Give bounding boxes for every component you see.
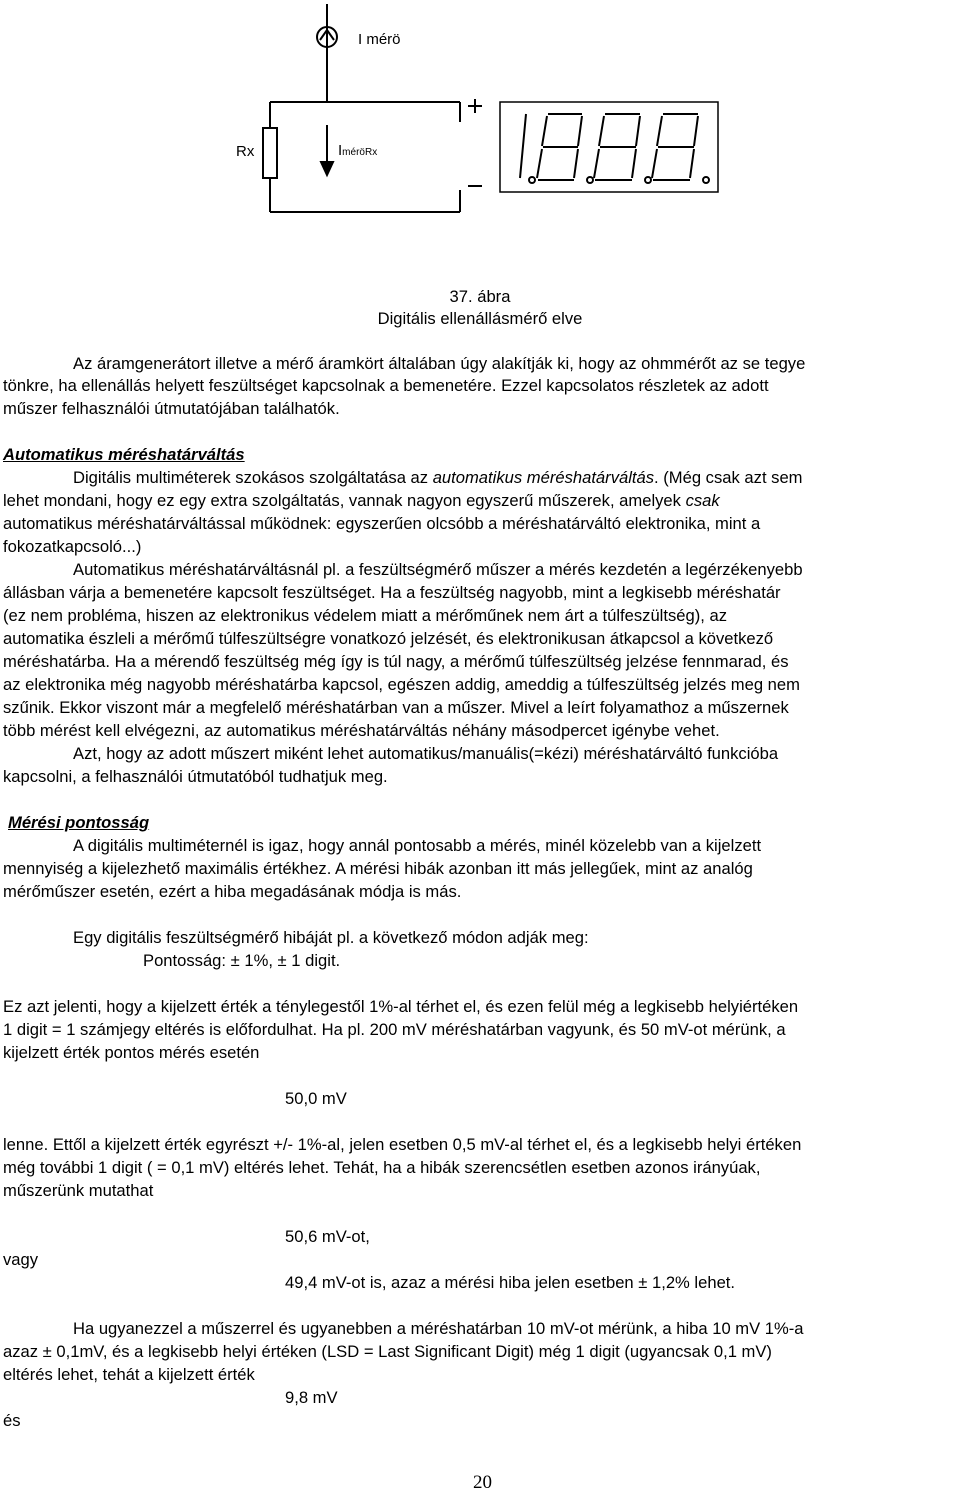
section1-line: Azt, hogy az adott műszert miként lehet automatikus/manuális(=kézi) méréshatárváltó funkcióba (73, 744, 779, 763)
section1-line: Automatikus méréshatárváltásnál pl. a feszültségmérő műszer a mérés kezdetén a legérzékenyebb (73, 560, 803, 579)
value-50-6: 50,6 mV-ot, (285, 1227, 370, 1246)
page-number: 20 (473, 1472, 492, 1493)
value-9-8: 9,8 mV (285, 1388, 338, 1407)
example-intro: Egy digitális feszültségmérő hibáját pl. a következő módon adják meg: (73, 928, 589, 947)
para2-line: 1 digit = 1 számjegy eltérés is előfordulhat. Ha pl. 200 mV méréshatárban vagyunk, és 50 mV-ot mérünk, a (3, 1020, 786, 1039)
para4-line: Ha ugyanezzel a műszerrel és ugyanebben a méréshatárban 10 mV-ot mérünk, a hiba 10 mV 1%-a (73, 1319, 804, 1338)
section1-line: fokozatkapcsoló...) (3, 537, 142, 556)
section-heading-autorange: Automatikus méréshatárváltás (3, 445, 245, 464)
rx-label: Rx (236, 143, 255, 160)
section2-line: mérőműszer esetén, ezért a hiba megadásának módja is más. (3, 882, 462, 901)
section1-line: szűnik. Ekkor viszont már a megfelelő méréshatárban van a műszer. Mivel a leírt folyamathoz a műszernek (3, 698, 789, 717)
figure-title: Digitális ellenállásmérő elve (377, 309, 583, 328)
accuracy-spec: Pontosság: ± 1%, ± 1 digit. (143, 951, 341, 970)
figure-number: 37. ábra (449, 287, 511, 306)
section1-line: automatikus méréshatárváltással működnek: egyszerűen olcsóbb a méréshatárváltó elektronika, mint a (3, 514, 761, 533)
para4-line: eltérés lehet, tehát a kijelzett érték (3, 1365, 255, 1384)
para3-line: lenne. Ettől a kijelzett érték egyrészt +/- 1%-al, jelen esetben 0,5 mV-al térhet el, és a legkisebb helyi értéken (3, 1135, 802, 1154)
section-heading-accuracy: Mérési pontosság (8, 813, 150, 832)
para3-line: még további 1 digit ( = 0,1 mV) eltérés lehet. Tehát, ha a hibák szerencsétlen esetben azonos irányúak, (3, 1158, 761, 1177)
section1-line: méréshatárba. Ha a mérendő feszültség még így is túl nagy, a mérőmű túlfeszültség jelzése fennmarad, és (3, 652, 789, 671)
word-es: és (3, 1411, 21, 1430)
para1-line: műszer felhasználói útmutatójában találhatók. (3, 399, 340, 418)
source-label: I mérö (358, 31, 401, 48)
section1-line: kapcsolni, a felhasználói útmutatóból tudhatjuk meg. (3, 767, 388, 786)
value-49-4: 49,4 mV-ot is, azaz a mérési hiba jelen esetben ± 1,2% lehet. (285, 1273, 736, 1292)
section1-line: automatika észleli a mérőmű túlfeszültségre vonatkozó jelzését, és elektronikusan átkapcsol a következő (3, 629, 774, 648)
para1-line: tönkre, ha ellenállás helyett feszültséget kapcsolnak a bemenetére. Ezzel kapcsolatos részletek az adott (3, 376, 769, 395)
para2-line: Ez azt jelenti, hogy a kijelzett érték a ténylegestől 1%-al térhet el, és ezen felül még a legkisebb helyiértéken (3, 997, 799, 1016)
section1-line: állásban várja a bemenetére kapcsolt feszültséget. Ha a feszültség nagyobb, mint a legkisebb méréshatár (3, 583, 781, 602)
section1-line: lehet mondani, hogy ez egy extra szolgáltatás, vannak nagyon egyszerű műszerek, amelyek csak (3, 491, 720, 510)
section1-line: több mérést kell elvégezni, az automatikus méréshatárváltás néhány másodpercet igénybe vehet. (3, 721, 720, 740)
word-vagy: vagy (3, 1250, 39, 1269)
circuit-figure (230, 0, 730, 250)
para2-line: kijelzett érték pontos mérés esetén (3, 1043, 260, 1062)
section2-line: mennyiség a kijelezhető maximális értékhez. A mérési hibák azonban itt más jellegűek, mint az analóg (3, 859, 753, 878)
current-label: IméröRx (338, 142, 378, 159)
section1-line: Digitális multiméterek szokásos szolgáltatása az automatikus méréshatárváltás. (Még csak azt sem (73, 468, 803, 487)
para4-line: azaz ± 0,1mV, és a legkisebb helyi értéken (LSD = Last Significant Digit) még 1 digit (ugyancsak 0,1 mV) (3, 1342, 772, 1361)
value-50-0: 50,0 mV (285, 1089, 347, 1108)
para1-line: Az áramgenerátort illetve a mérő áramkört általában úgy alakítják ki, hogy az ohmmérőt az se tegye (73, 354, 806, 373)
section1-line: (ez nem probléma, hiszen az elektronikus védelem miatt a mérőműnek nem árt a túlfeszültség), az (3, 606, 727, 625)
para3-line: műszerünk mutathat (3, 1181, 154, 1200)
seven-segment-display (520, 114, 709, 183)
section1-line: az elektronika még nagyobb méréshatárba kapcsol, egészen addig, ameddig a túlfeszültség jelzés meg nem (3, 675, 800, 694)
section2-line: A digitális multiméternél is igaz, hogy annál pontosabb a mérés, minél közelebb van a kijelzett (73, 836, 762, 855)
